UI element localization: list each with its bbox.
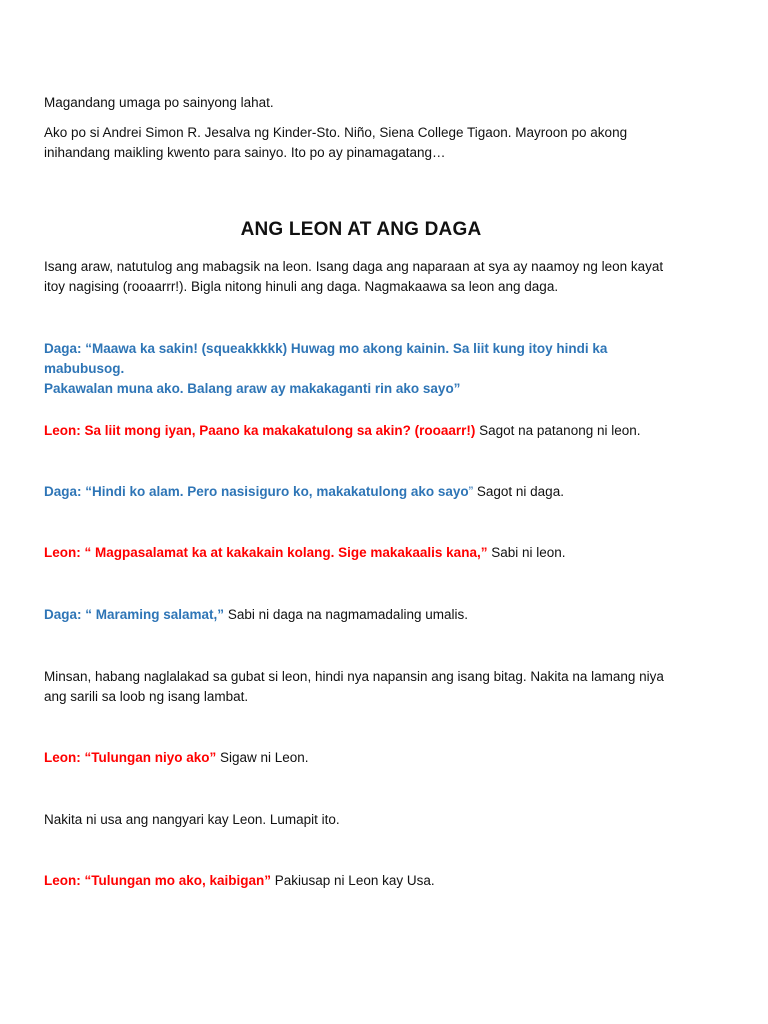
daga-answer [44, 482, 684, 502]
daga-answer-speech: Daga: “Hindi ko alam. Pero nasisiguro ko, makakatulong ako sayo [44, 484, 469, 499]
leon-question [44, 421, 684, 441]
paragraph-3: Nakita ni usa ang nangyari kay Leon. Lumapit ito. [44, 812, 340, 827]
paragraph-1-line-1: Isang araw, natutulog ang mabagsik na leon. Isang daga ang naparaan at sya ay naamoy ng leon kayat [44, 259, 664, 274]
leon-help [44, 748, 684, 768]
daga-plea-line-1: Daga: “Maawa ka sakin! (squeakkkkk) Huwag mo akong kainin. Sa liit kung itoy hindi ka mabubusog. [44, 341, 608, 376]
leon-release-speech: Leon: “ Magpasalamat ka at kakakain kolang. Sige makakaalis kana,” [44, 545, 488, 560]
leon-help-speech: Leon: “Tulungan niyo ako” [44, 750, 217, 765]
story-title: ANG LEON AT ANG DAGA [240, 219, 482, 240]
paragraph-2-line-2: ang sarili sa loob ng isang lambat. [44, 689, 249, 704]
daga-plea [44, 339, 684, 399]
daga-thanks [44, 605, 684, 625]
paragraph-2-line-1: Minsan, habang naglalakad sa gubat si leon, hindi nya napansin ang isang bitag. Nakita na lamang niya [44, 669, 664, 684]
leon-release [44, 543, 684, 563]
paragraph-1 [44, 257, 684, 297]
leon-question-narration: Sagot na patanong ni leon. [475, 423, 641, 438]
daga-answer-narration: Sagot ni daga. [473, 484, 564, 499]
intro-paragraph [44, 123, 684, 163]
greeting: Magandang umaga po sainyong lahat. [44, 95, 274, 110]
daga-plea-line-2: Pakawalan muna ako. Balang araw ay makakaganti rin ako sayo” [44, 381, 461, 396]
paragraph-1-line-2: itoy nagising (rooaarrr!). Bigla nitong hinuli ang daga. Nagmakaawa sa leon ang daga. [44, 279, 559, 294]
daga-answer-quote-end: ” [468, 484, 474, 499]
leon-question-speech: Leon: Sa liit mong iyan, Paano ka makakatulong sa akin? (rooaarr!) [44, 423, 476, 438]
leon-friend [44, 871, 684, 891]
leon-help-narration: Sigaw ni Leon. [216, 750, 309, 765]
intro-line-2: inihandang maikling kwento para sainyo. Ito po ay pinamagatang… [44, 145, 446, 160]
leon-friend-speech: Leon: “Tulungan mo ako, kaibigan” [44, 873, 272, 888]
leon-release-narration: Sabi ni leon. [487, 545, 566, 560]
intro-line-1: Ako po si Andrei Simon R. Jesalva ng Kinder-Sto. Niño, Siena College Tigaon. Mayroon po akong [44, 125, 628, 140]
daga-thanks-speech: Daga: “ Maraming salamat,” [44, 607, 225, 622]
leon-friend-narration: Pakiusap ni Leon kay Usa. [271, 873, 435, 888]
paragraph-2 [44, 667, 684, 707]
daga-thanks-narration: Sabi ni daga na nagmamadaling umalis. [224, 607, 468, 622]
